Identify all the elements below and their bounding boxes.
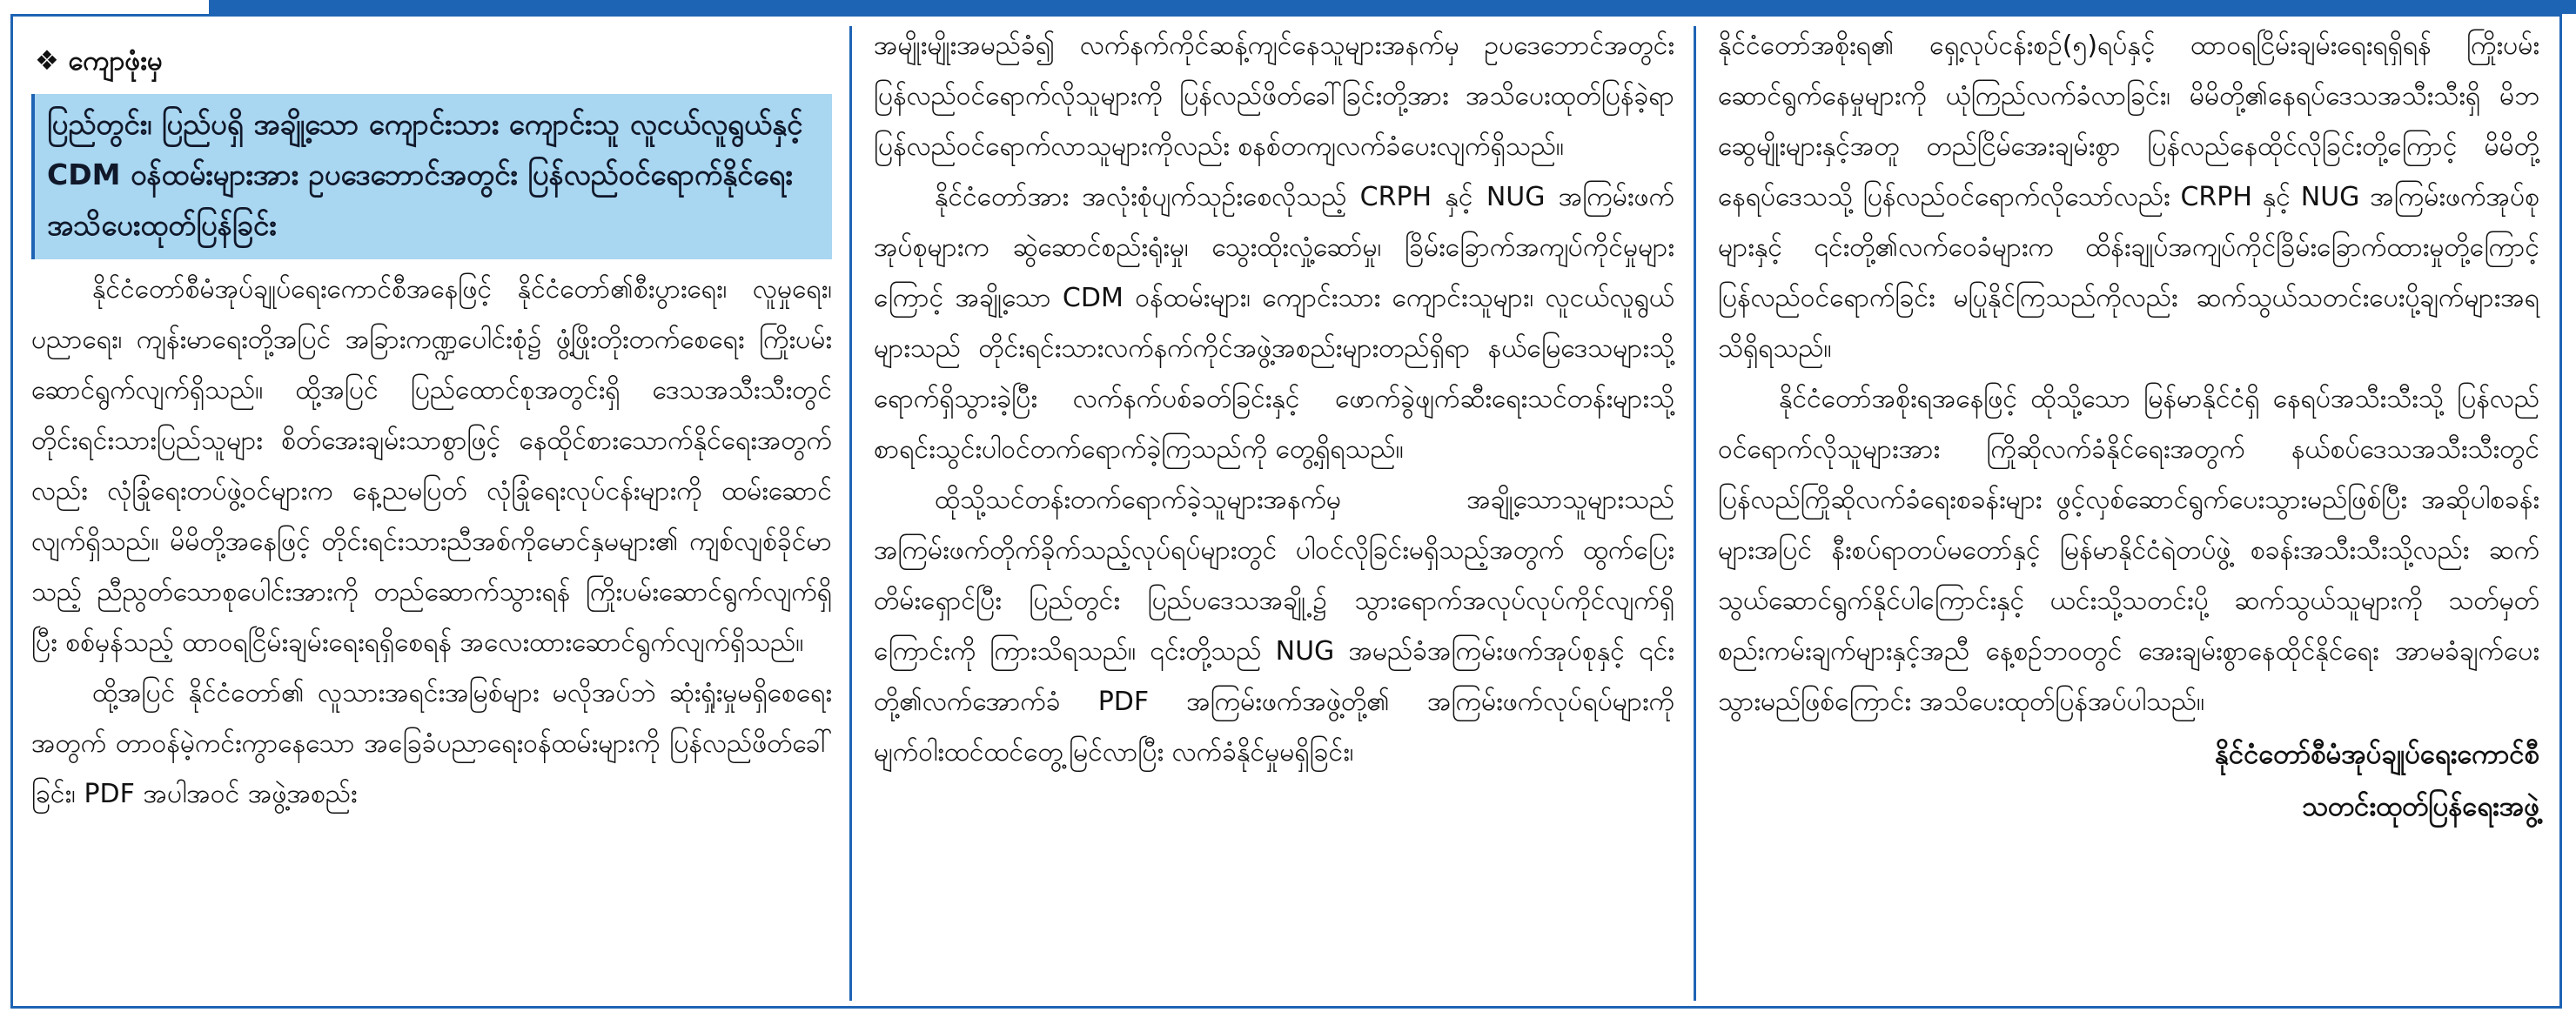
paragraph: နိုင်ငံတော်အား အလုံးစုံပျက်သုဉ်းစေလိုသည့် CRPH နှင့် NUG အကြမ်းဖက်အုပ်စုများက ဆွဲဆောင်စည်းရုံးမှု၊ သွေးထိုးလှုံ့ဆော်မှု၊ ခြိမ်းခြောက်အကျပ်ကိုင်မှုများကြောင့် အချို့သော CDM ဝန်ထမ်းများ၊ ကျောင်းသား ကျောင်းသူများ၊ လူငယ်လူရွယ်များသည် တိုင်းရင်းသားလက်နက်ကိုင်အဖွဲ့အစည်းများတည်ရှိရာ နယ်မြေဒေသများသို့ ရောက်ရှိသွားခဲ့ပြီး လက်နက်ပစ်ခတ်ခြင်းနှင့် ဖောက်ခွဲဖျက်ဆီးရေးသင်တန်းများသို့ စာရင်းသွင်းပါဝင်တက်ရောက်ခဲ့ကြသည်ကို တွေ့ရှိရသည်။ (874, 182, 1674, 465)
column-divider (849, 26, 852, 1001)
article-headline: ပြည်တွင်း၊ ပြည်ပရှိ အချို့သော ကျောင်းသား ကျောင်းသူ လူငယ်လူရွယ်နှင့် CDM ဝန်ထမ်းများအား ဥပဒေဘောင်အတွင်း ပြန်လည်ဝင်ရောက်နိုင်ရေး အသိပေးထုတ်ပြန်ခြင်း (31, 94, 832, 259)
paragraph: နိုင်ငံတော်စီမံအုပ်ချုပ်ရေးကောင်စီအနေဖြင့် နိုင်ငံတော်၏စီးပွားရေး၊ လူမှုရေး၊ ပညာရေး၊ ကျန်းမာရေးတို့အပြင် အခြားကဏ္ဍပေါင်းစုံ၌ ဖွံ့ဖြိုးတိုးတက်စေရေး ကြိုးပမ်းဆောင်ရွက်လျက်ရှိသည်။ ထို့အပြင် ပြည်ထောင်စုအတွင်းရှိ ဒေသအသီးသီးတွင် တိုင်းရင်းသားပြည်သူများ စိတ်အေးချမ်းသာစွာဖြင့် နေထိုင်စားသောက်နိုင်ရေးအတွက်လည်း လုံခြုံရေးတပ်ဖွဲ့ဝင်များက နေ့ညမပြတ် လုံခြုံရေးလုပ်ငန်းများကို ထမ်းဆောင်လျက်ရှိသည်။ မိမိတို့အနေဖြင့် တိုင်းရင်းသားညီအစ်ကိုမောင်နှမများ၏ ကျစ်လျစ်ခိုင်မာသည့် ညီညွတ်သောစုပေါင်းအားကို တည်ဆောက်သွားရန် ကြိုးပမ်းဆောင်ရွက်လျက်ရှိပြီး စစ်မှန်သည့် ထာဝရငြိမ်းချမ်းရေးရရှိစေရန် အလေးထားဆောင်ရွက်လျက်ရှိသည်။ (31, 274, 832, 658)
section-label: ❖ ကျောဖုံးမှ (35, 45, 163, 77)
article-column-2 (862, 14, 1688, 1006)
paragraph: နိုင်ငံတော်အစိုးရ၏ ရှေ့လုပ်ငန်းစဉ်(၅)ရပ်နှင့် ထာဝရငြိမ်းချမ်းရေးရရှိရန် ကြိုးပမ်းဆောင်ရွက်နေမှုများကို ယုံကြည်လက်ခံလာခြင်း၊ မိမိတို့၏နေရပ်ဒေသအသီးသီးရှိ မိဘဆွေမျိုးများနှင့်အတူ တည်ငြိမ်အေးချမ်းစွာ ပြန်လည်နေထိုင်လိုခြင်းတို့ကြောင့် မိမိတို့နေရပ်ဒေသသို့ ပြန်လည်ဝင်ရောက်လိုသော်လည်း CRPH နှင့် NUG အကြမ်းဖက်အုပ်စုများနှင့် ၎င်းတို့၏လက်ဝေခံများက ထိန်းချုပ်အကျပ်ကိုင်ခြိမ်းခြောက်ထားမှုတို့ကြောင့် ပြန်လည်ဝင်ရောက်ခြင်း မပြုနိုင်ကြသည်ကိုလည်း ဆက်သွယ်သတင်းပေးပို့ချက်များအရ သိရှိရသည်။ (1718, 30, 2539, 364)
article-column-3 (1706, 14, 2559, 1006)
top-border-gap (0, 0, 209, 14)
paragraph: ထို့အပြင် နိုင်ငံတော်၏ လူသားအရင်းအမြစ်များ မလိုအပ်ဘဲ ဆုံးရှုံးမှုမရှိစေရေးအတွက် တာဝန်မဲ့ကင်းကွာနေသော အခြေခံပညာရေးဝန်ထမ်းများကို ပြန်လည်ဖိတ်ခေါ်ခြင်း၊ PDF အပါအဝင် အဖွဲ့အစည်း (31, 678, 832, 809)
top-border-bar (0, 0, 2576, 14)
paragraph: ထိုသို့သင်တန်းတက်ရောက်ခဲ့သူများအနက်မှ အချို့သောသူများသည် အကြမ်းဖက်တိုက်ခိုက်သည့်လုပ်ရပ်များတွင် ပါဝင်လိုခြင်းမရှိသည့်အတွက် ထွက်ပြေးတိမ်းရှောင်ပြီး ပြည်တွင်း ပြည်ပဒေသအချို့၌ သွားရောက်အလုပ်လုပ်ကိုင်လျက်ရှိကြောင်းကို ကြားသိရသည်။ ၎င်းတို့သည် NUG အမည်ခံအကြမ်းဖက်အုပ်စုနှင့် ၎င်းတို့၏လက်အောက်ခံ PDF အကြမ်းဖက်အဖွဲ့တို့၏ အကြမ်းဖက်လုပ်ရပ်များကို မျက်ဝါးထင်ထင်တွေ့မြင်လာပြီး လက်ခံနိုင်မှုမရှိခြင်း၊ (874, 485, 1674, 768)
paragraph: နိုင်ငံတော်အစိုးရအနေဖြင့် ထိုသို့သော မြန်မာနိုင်ငံရှိ နေရပ်အသီးသီးသို့ ပြန်လည်ဝင်ရောက်လိုသူများအား ကြိုဆိုလက်ခံနိုင်ရေးအတွက် နယ်စပ်ဒေသအသီးသီးတွင် ပြန်လည်ကြိုဆိုလက်ခံရေးစခန်းများ ဖွင့်လှစ်ဆောင်ရွက်ပေးသွားမည်ဖြစ်ပြီး အဆိုပါစခန်းများအပြင် နီးစပ်ရာတပ်မတော်နှင့် မြန်မာနိုင်ငံရဲတပ်ဖွဲ့ စခန်းအသီးသီးသို့လည်း ဆက်သွယ်ဆောင်ရွက်နိုင်ပါကြောင်းနှင့် ယင်းသို့သတင်းပို့ ဆက်သွယ်သူများကို သတ်မှတ်စည်းကမ်းချက်များနှင့်အညီ နေ့စဉ်ဘဝတွင် အေးချမ်းစွာနေထိုင်နိုင်ရေး အာမခံချက်ပေးသွားမည်ဖြစ်ကြောင်း အသိပေးထုတ်ပြန်အပ်ပါသည်။ (1718, 384, 2539, 717)
signature-department: သတင်းထုတ်ပြန်ရေးအဖွဲ့ (2302, 791, 2539, 822)
signature-organization: နိုင်ငံတော်စီမံအုပ်ချုပ်ရေးကောင်စီ (2215, 739, 2539, 770)
column-divider (1694, 26, 1696, 1001)
paragraph: အမျိုးမျိုးအမည်ခံ၍ လက်နက်ကိုင်ဆန့်ကျင်နေသူများအနက်မှ ဥပဒေဘောင်အတွင်း ပြန်လည်ဝင်ရောက်လိုသူများကို ပြန်လည်ဖိတ်ခေါ်ခြင်းတို့အား အသိပေးထုတ်ပြန်ခဲ့ရာ ပြန်လည်ဝင်ရောက်လာသူများကိုလည်း စနစ်တကျလက်ခံပေးလျက်ရှိသည်။ (874, 30, 1674, 162)
article-column-1 (17, 14, 844, 1006)
